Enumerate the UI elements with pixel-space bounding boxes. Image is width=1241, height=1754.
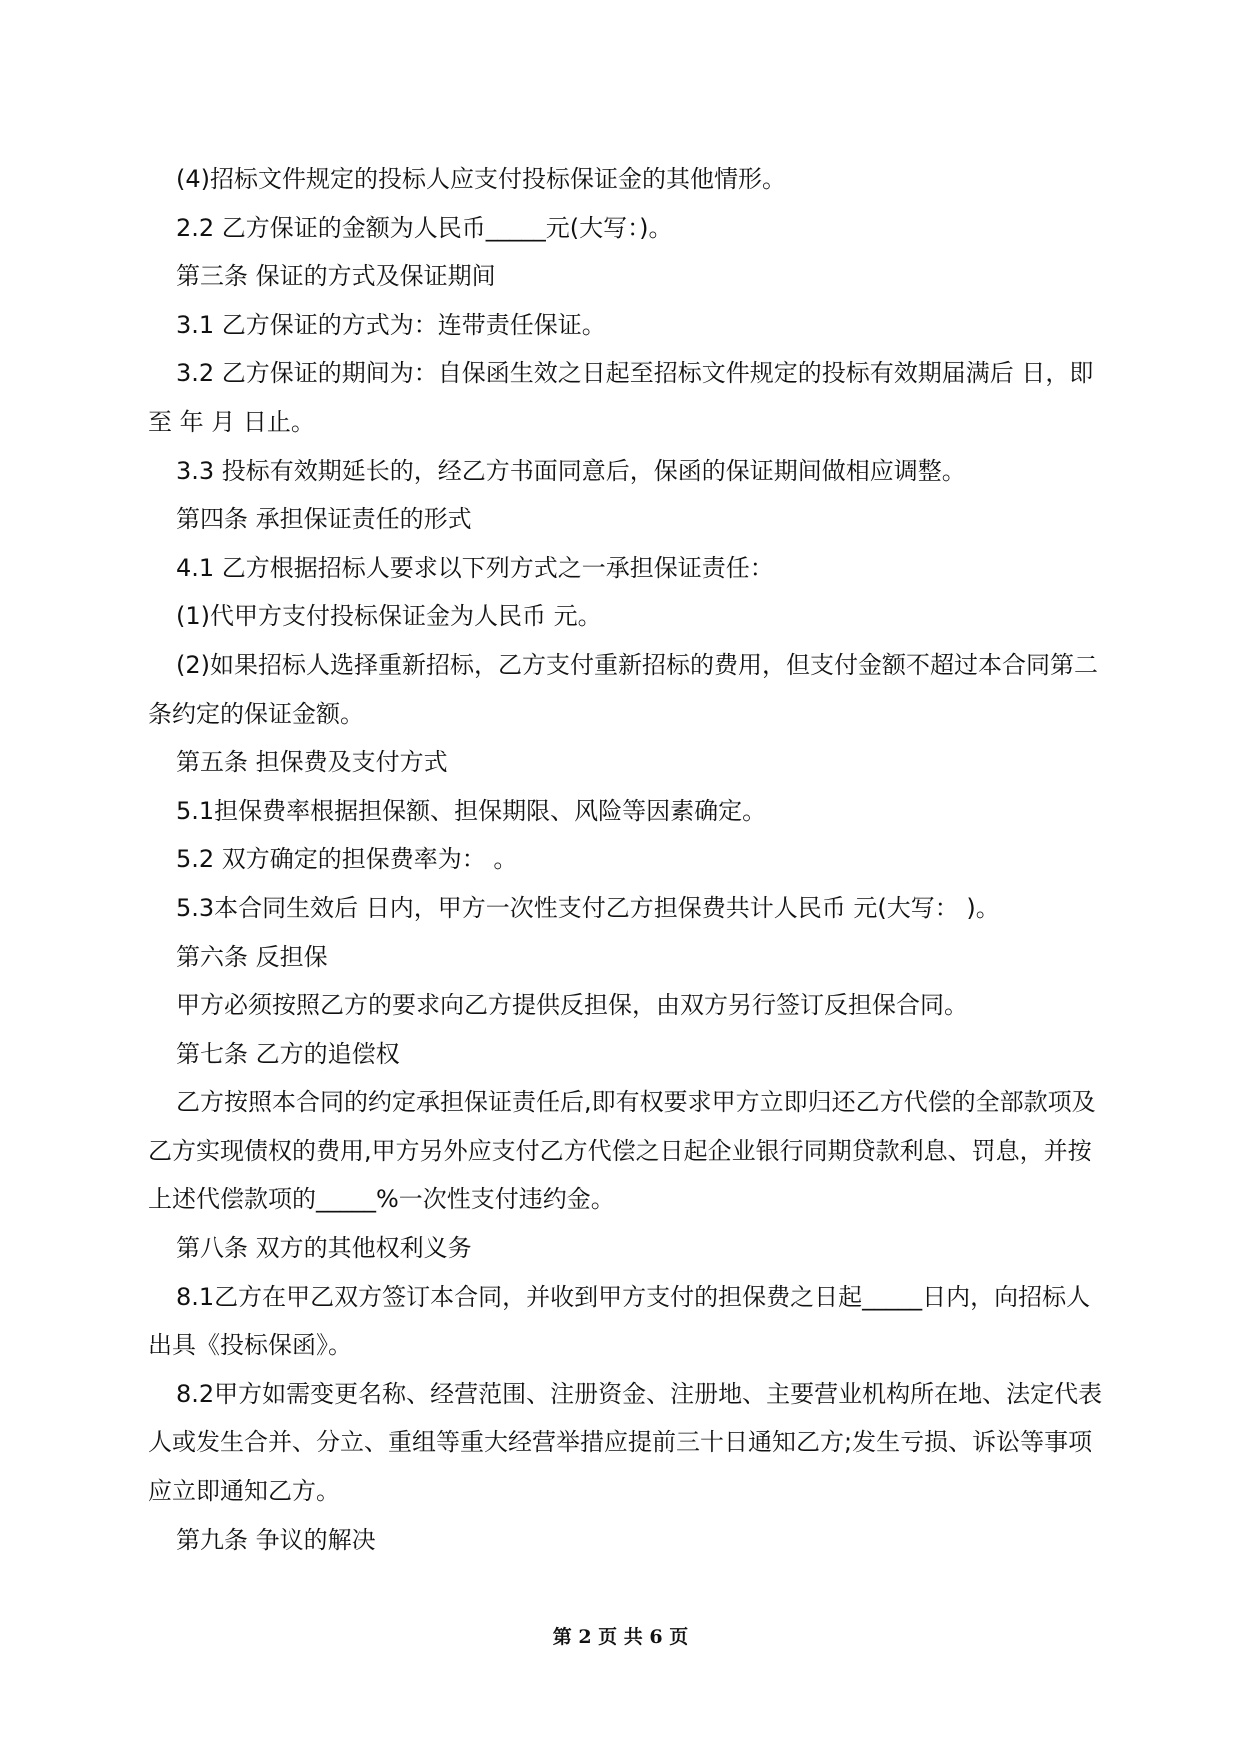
- paragraph-8-1: 8.1乙方在甲乙双方签订本合同，并收到甲方支付的担保费之日起_____日内，向招标人出具《投标保函》。: [148, 1282, 1091, 1360]
- heading-article-4: 第四条 承担保证责任的形式: [176, 505, 472, 534]
- heading-article-9: 第九条 争议的解决: [176, 1525, 376, 1554]
- paragraph-clause-4-item-4: (4)招标文件规定的投标人应支付投标保证金的其他情形。: [176, 165, 786, 193]
- paragraph-4-1-item-2: (2)如果招标人选择重新招标，乙方支付重新招标的费用，但支付金额不超过本合同第二条约定的保证金额。: [148, 650, 1098, 728]
- page-number-footer: 第 2 页 共 6 页: [552, 1626, 689, 1648]
- paragraph-2-2: 2.2 乙方保证的金额为人民币_____元(大写：)。: [176, 213, 673, 242]
- heading-article-8: 第八条 双方的其他权利义务: [176, 1234, 472, 1263]
- paragraph-8-2: 8.2甲方如需变更名称、经营范围、注册资金、注册地、主要营业机构所在地、法定代表人或发生合并、分立、重组等重大经营举措应提前三十日通知乙方;发生亏损、诉讼等事项应立即通知乙方。: [148, 1379, 1103, 1506]
- paragraph-3-3: 3.3 投标有效期延长的，经乙方书面同意后，保函的保证期间做相应调整。: [176, 456, 966, 485]
- paragraph-4-1: 4.1 乙方根据招标人要求以下列方式之一承担保证责任：: [176, 553, 774, 582]
- heading-article-7: 第七条 乙方的追偿权: [176, 1039, 400, 1068]
- paragraph-5-2: 5.2 双方确定的担保费率为： 。: [176, 845, 518, 874]
- heading-article-6: 第六条 反担保: [176, 942, 328, 971]
- paragraph-3-2: 3.2 乙方保证的期间为：自保函生效之日起至招标文件规定的投标有效期届满后 日，即至 年 月 日止。: [148, 359, 1094, 436]
- paragraph-4-1-item-1: (1)代甲方支付投标保证金为人民币 元。: [176, 602, 602, 631]
- paragraph-article-6: 甲方必须按照乙方的要求向乙方提供反担保，由双方另行签订反担保合同。: [176, 991, 968, 1020]
- heading-article-5: 第五条 担保费及支付方式: [176, 748, 448, 777]
- paragraph-3-1: 3.1 乙方保证的方式为：连带责任保证。: [176, 310, 606, 339]
- paragraph-article-7: 乙方按照本合同的约定承担保证责任后,即有权要求甲方立即归还乙方代偿的全部款项及乙方实现债权的费用,甲方另外应支付乙方代偿之日起企业银行同期贷款利息、罚息，并按上述代偿款项的_____%一次性支付违约金。: [148, 1088, 1096, 1214]
- document-body: [148, 155, 1110, 1564]
- paragraph-5-1: 5.1担保费率根据担保额、担保期限、风险等因素确定。: [176, 796, 767, 825]
- heading-article-3: 第三条 保证的方式及保证期间: [176, 262, 496, 291]
- paragraph-5-3: 5.3本合同生效后 日内，甲方一次性支付乙方担保费共计人民币 元(大写： )。: [176, 893, 1000, 922]
